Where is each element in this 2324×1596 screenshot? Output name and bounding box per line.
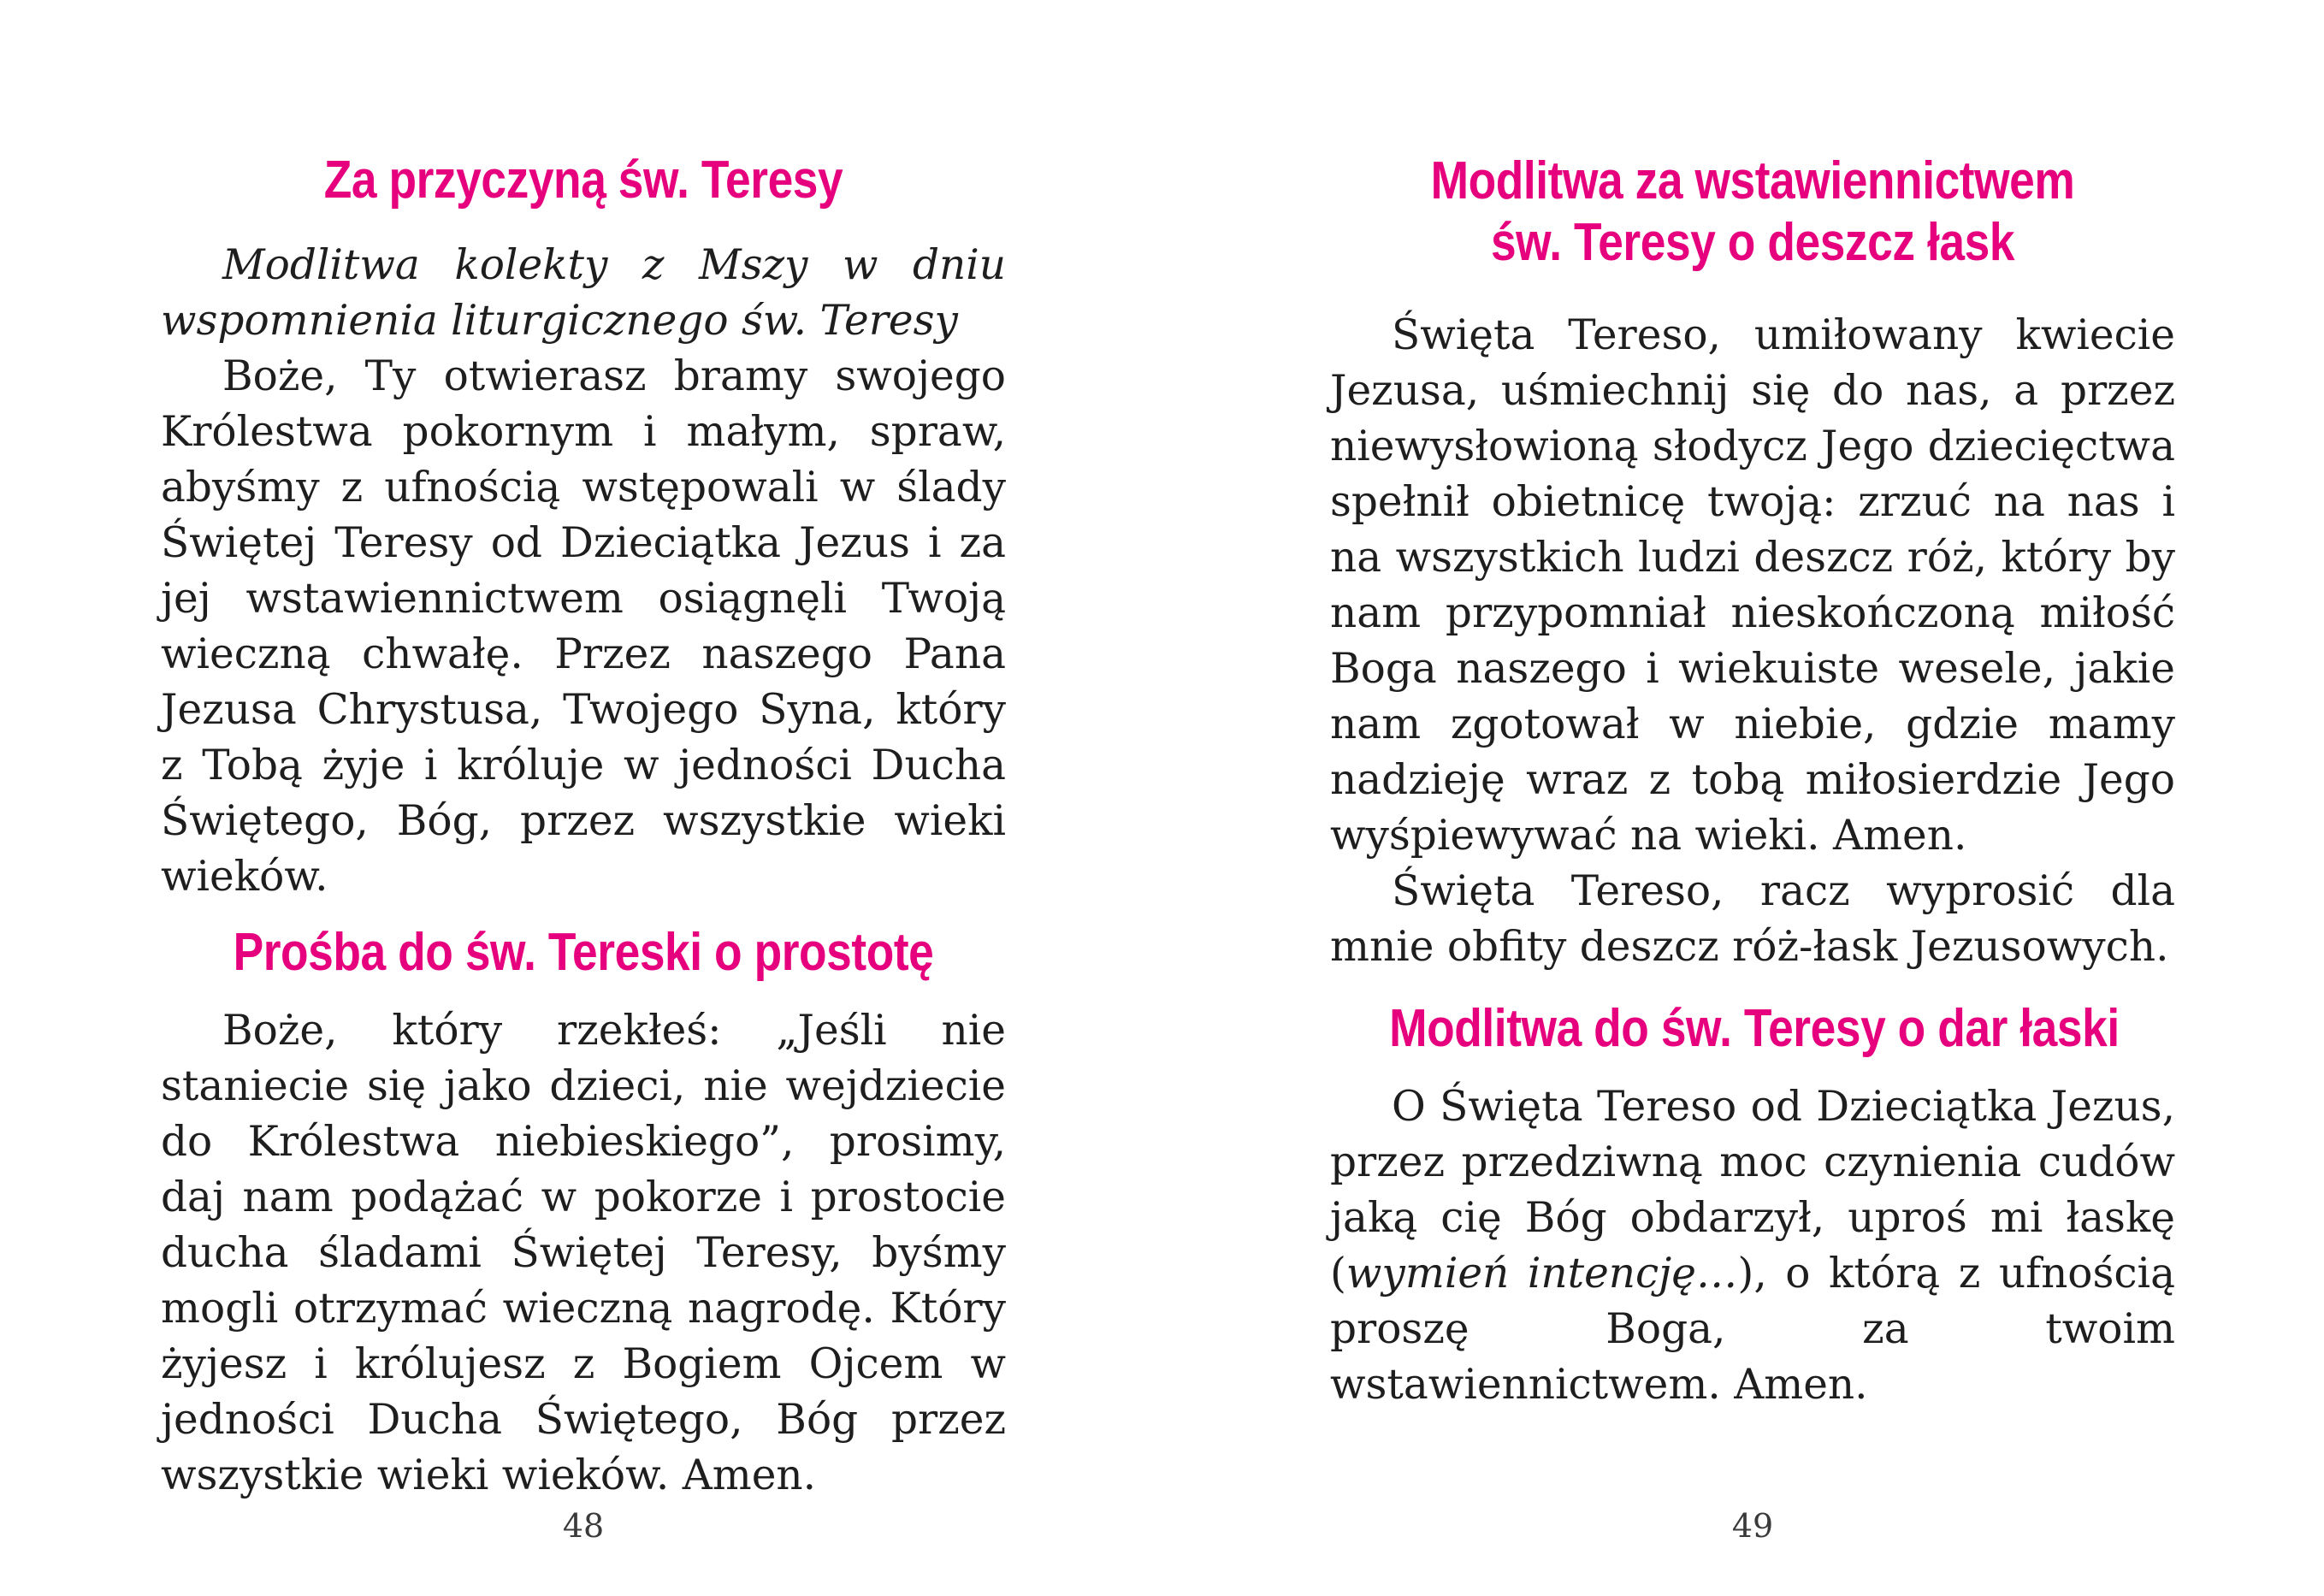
prayer-text: Boże, który rzekłeś: „Jeśli nie staniecie się jako dzieci, nie wejdziecie do Królestwa niebieskiego”, prosimy, daj nam podążać w pokorze i prostocie ducha śladami Świętej Teresy, byśmy mogli otrzymać wieczną nagrodę. Który żyjesz i królujesz z Bogiem Ojcem w jedności Ducha Świętego, Bóg przez wszystkie wieki wieków. Amen.	[161, 1007, 1006, 1499]
section-za-przyczyna	[161, 151, 1006, 210]
section-dar-laski	[1330, 999, 2175, 1058]
section-title: Modlitwa do św. Teresy o dar łaski	[1389, 999, 2120, 1058]
section-body	[1330, 308, 2175, 975]
prayer-text-italic: wymień intencję…	[1345, 1250, 1738, 1297]
section-body	[161, 238, 1006, 905]
intro-italic: Modlitwa kolekty z Mszy w dniu wspomnienia liturgicznego św. Teresy	[161, 241, 1006, 345]
section-title-line2: św. Teresy o deszcz łask	[1490, 213, 2015, 272]
section-prosba	[161, 923, 1006, 982]
section-deszcz-lask	[1330, 151, 2175, 272]
left-page	[161, 0, 1006, 1596]
prayer-text: Święta Tereso, umiłowany kwiecie Jezusa, uśmiechnij się do nas, a przez niewysłowioną słodycz Jego dziecięctwa spełnił obietnicę twoją: zrzuć na nas i na wszystkich ludzi deszcz róż, który by nam przypomniał nieskończoną miłość Boga naszego i wiekuiste wesele, jakie nam zgotował w niebie, gdzie mamy nadzieję wraz z tobą miłosierdzie Jego wyśpiewywać na wieki. Amen.	[1330, 311, 2175, 860]
prayer-text-start: O Święta Tereso od Dzieciątka Jezus, przez przedziwną moc czynienia cudów jaką cię Bóg obdarzył, uproś mi łaskę (	[1330, 1083, 2175, 1297]
prayer-text: Boże, Ty otwierasz bramy swojego Królestwa pokornym i małym, spraw, abyśmy z ufnością wstępowali w ślady Świętej Teresy od Dzieciątka Jezus i za jej wstawiennictwem osiągnęli Twoją wieczną chwałę. Przez naszego Pana Jezusa Chrystusa, Twojego Syna, który z Tobą żyje i króluje w jedności Ducha Świętego, Bóg, przez wszystkie wieki wieków.	[161, 352, 1006, 901]
page-number: 49	[1731, 1507, 1774, 1545]
prayer-text-end: ), o którą z ufnością proszę Boga, za twoim wstawiennictwem. Amen.	[1330, 1250, 2175, 1409]
section-body	[161, 1003, 1006, 1504]
section-body	[1330, 1079, 2175, 1413]
section-title-line1: Modlitwa za wstawiennictwem	[1430, 151, 2075, 210]
section-title: Prośba do św. Tereski o prostotę	[233, 923, 934, 982]
prayer-text	[1330, 1079, 2175, 1413]
section-title: Za przyczyną św. Teresy	[323, 151, 843, 210]
right-page	[1330, 0, 2175, 1596]
page-number: 48	[562, 1507, 605, 1545]
prayer-text-2: Święta Tereso, racz wyprosić dla mnie obfity deszcz róż-łask Jezusowych.	[1330, 867, 2175, 971]
